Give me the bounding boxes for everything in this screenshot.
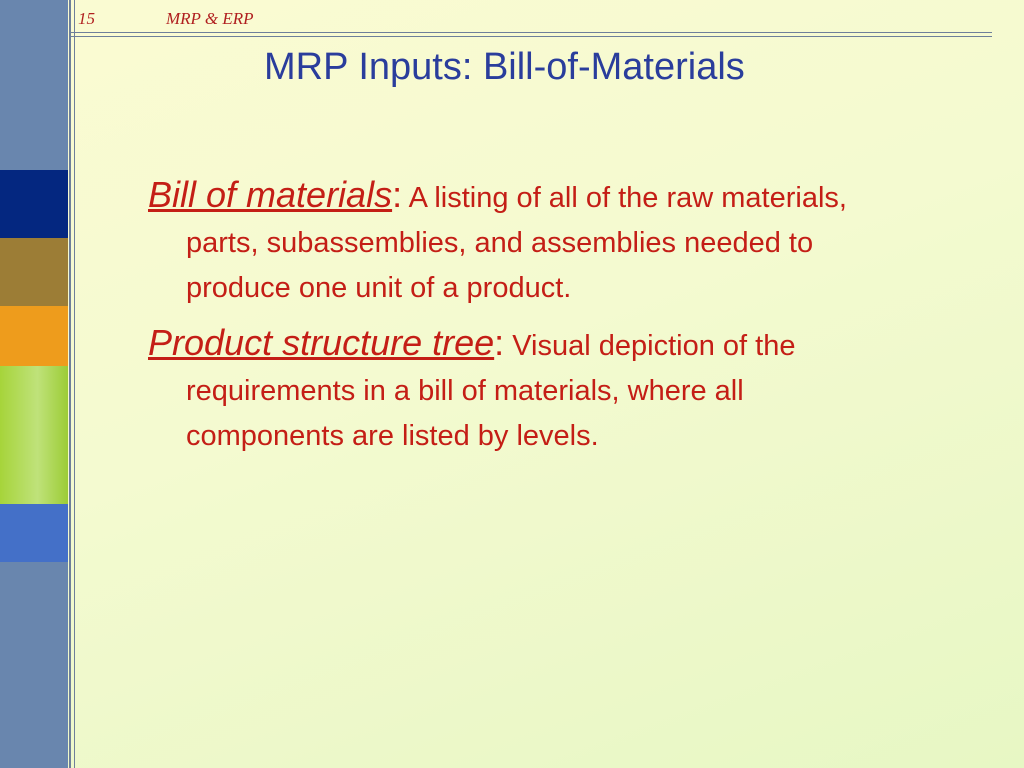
definition-list [148,172,888,468]
divider-horizontal-2 [70,36,992,37]
term-bill-of-materials: Bill of materials [148,174,393,215]
divider-vertical-2 [74,0,75,768]
course-label: MRP & ERP [166,9,254,28]
slide-header [78,9,254,29]
left-decorative-bar [0,0,68,768]
divider-horizontal-1 [70,32,992,33]
sidebar-segment-blue [0,504,68,562]
definition-text: Visual depiction of the requirements in a bill of materials, where all components are listed by levels. [186,330,796,452]
term-separator: : [494,322,505,363]
sidebar-segment-brown [0,238,68,306]
definition-bill-of-materials [148,172,888,311]
sidebar-segment-green [0,366,68,504]
sidebar-segment-navy [0,170,68,238]
sidebar-segment-steel [0,0,68,170]
term-product-structure-tree: Product structure tree [148,322,495,363]
page-number: 15 [78,9,95,28]
divider-vertical-1 [69,0,71,768]
definition-product-structure-tree [148,320,888,459]
slide-title: MRP Inputs: Bill-of-Materials [264,46,745,88]
definition-text: A listing of all of the raw materials, parts, subassemblies, and assemblies needed to produce one unit of a product. [186,182,847,304]
sidebar-segment-steel-bottom [0,562,68,768]
term-separator: : [392,174,403,215]
sidebar-segment-orange [0,306,68,366]
